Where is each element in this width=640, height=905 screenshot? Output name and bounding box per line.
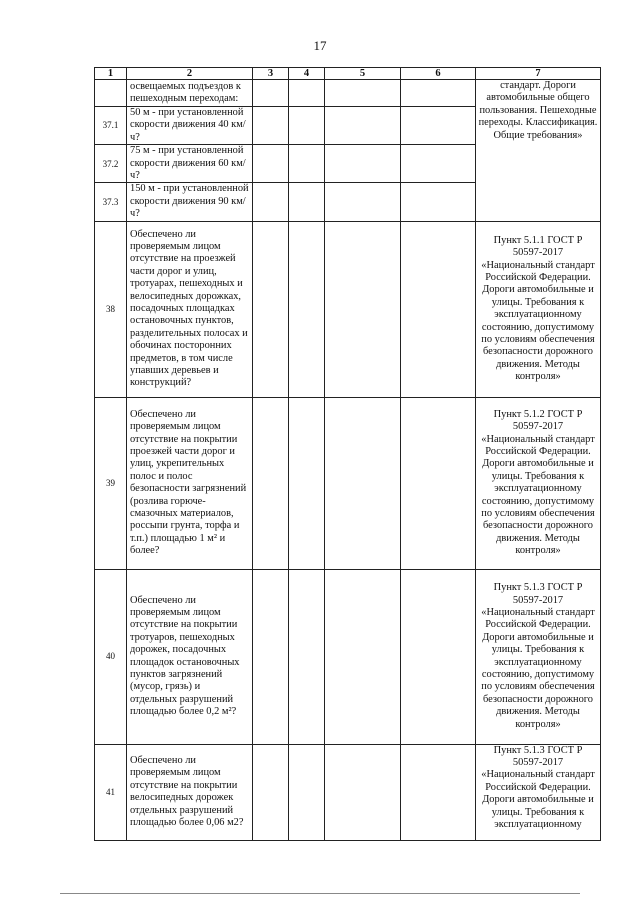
requirement-question: Обеспечено ли проверяемым лицом отсутствие на покрытии тротуаров, пешеходных дорожек, посадочных площадок остановочных пунктов загрязнений (мусор, грязь) и отдельных разрушений площадью более 0,2 м²? <box>127 569 253 744</box>
legal-reference: Пункт 5.1.3 ГОСТ Р 50597-2017 «Национальный стандарт Российской Федерации. Дороги автомобильные и улицы. Требования к эксплуатационному <box>476 744 601 840</box>
row-number: 38 <box>95 221 127 397</box>
answer-cell-no <box>289 145 325 183</box>
answer-cell-note <box>401 145 476 183</box>
header-col-7: 7 <box>476 68 601 80</box>
answer-cell-no <box>289 744 325 840</box>
answer-cell-na <box>325 183 401 221</box>
answer-cell-na <box>325 397 401 569</box>
answer-cell-no <box>289 183 325 221</box>
requirement-question: Обеспечено ли проверяемым лицом отсутствие на покрытии проезжей части дорог и улиц, укрепительных полос и полос безопасности загрязнений (розлива горюче-смазочных материалов, россыпи грунта, торфа и т.п.) площадью 1 м² и более? <box>127 397 253 569</box>
answer-cell-na <box>325 145 401 183</box>
answer-cell-na <box>325 107 401 145</box>
header-col-5: 5 <box>325 68 401 80</box>
answer-cell-na <box>325 569 401 744</box>
answer-cell-yes <box>253 744 289 840</box>
header-col-3: 3 <box>253 68 289 80</box>
header-col-4: 4 <box>289 68 325 80</box>
answer-cell-note <box>401 107 476 145</box>
requirement-question: 150 м - при установленной скорости движения 90 км/ч? <box>127 183 253 221</box>
table-row <box>95 569 601 744</box>
answer-cell-no <box>289 107 325 145</box>
page-bottom-divider <box>60 893 580 894</box>
checklist-table <box>94 67 601 841</box>
answer-cell-note <box>401 744 476 840</box>
requirement-question: освещаемых подъездов к пешеходным переходам: <box>127 80 253 107</box>
answer-cell-note <box>401 397 476 569</box>
answer-cell-yes <box>253 145 289 183</box>
header-col-1: 1 <box>95 68 127 80</box>
legal-reference: Пункт 5.1.1 ГОСТ Р 50597-2017 «Национальный стандарт Российской Федерации. Дороги автомобильные и улицы. Требования к эксплуатационному состоянию, допустимому по условиям обеспечения безопасности дорожного движения. Методы контроля» <box>476 221 601 397</box>
answer-cell-yes <box>253 221 289 397</box>
legal-reference: Пункт 5.1.3 ГОСТ Р 50597-2017 «Национальный стандарт Российской Федерации. Дороги автомобильные и улицы. Требования к эксплуатационному состоянию, допустимому по условиям обеспечения безопасности дорожного движения. Методы контроля» <box>476 569 601 744</box>
requirement-question: Обеспечено ли проверяемым лицом отсутствие на покрытии велосипедных дорожек отдельных разрушений площадью более 0,06 м2? <box>127 744 253 840</box>
answer-cell-na <box>325 80 401 107</box>
answer-cell-no <box>289 221 325 397</box>
answer-cell-note <box>401 569 476 744</box>
answer-cell-na <box>325 744 401 840</box>
row-number: 37.1 <box>95 107 127 145</box>
answer-cell-yes <box>253 183 289 221</box>
header-col-6: 6 <box>401 68 476 80</box>
requirement-question: 75 м - при установленной скорости движения 60 км/ч? <box>127 145 253 183</box>
row-number: 40 <box>95 569 127 744</box>
answer-cell-no <box>289 80 325 107</box>
answer-cell-na <box>325 221 401 397</box>
answer-cell-no <box>289 397 325 569</box>
answer-cell-no <box>289 569 325 744</box>
table-row <box>95 397 601 569</box>
answer-cell-yes <box>253 80 289 107</box>
table-row <box>95 80 601 107</box>
table-row <box>95 221 601 397</box>
answer-cell-yes <box>253 397 289 569</box>
table-row <box>95 744 601 840</box>
row-number: 37.2 <box>95 145 127 183</box>
answer-cell-yes <box>253 569 289 744</box>
answer-cell-note <box>401 221 476 397</box>
row-number <box>95 80 127 107</box>
row-number: 39 <box>95 397 127 569</box>
header-col-2: 2 <box>127 68 253 80</box>
requirement-question: 50 м - при установленной скорости движения 40 км/ч? <box>127 107 253 145</box>
page-number: 17 <box>313 38 327 53</box>
requirement-question: Обеспечено ли проверяемым лицом отсутствие на проезжей части дорог и улиц, тротуарах, пешеходных и велосипедных дорожках, посадочных площадках остановочных пунктов, разделительных полосах и обочинах посторонних предметов, в том числе упавших деревьев и конструкций? <box>127 221 253 397</box>
row-number: 37.3 <box>95 183 127 221</box>
answer-cell-note <box>401 80 476 107</box>
answer-cell-note <box>401 183 476 221</box>
header-row <box>95 68 601 80</box>
answer-cell-yes <box>253 107 289 145</box>
row-number: 41 <box>95 744 127 840</box>
legal-reference: стандарт. Дороги автомобильные общего пользования. Пешеходные переходы. Классификация. Общие требования» <box>476 80 601 222</box>
legal-reference: Пункт 5.1.2 ГОСТ Р 50597-2017 «Национальный стандарт Российской Федерации. Дороги автомобильные и улицы. Требования к эксплуатационному состоянию, допустимому по условиям обеспечения безопасности дорожного движения. Методы контроля» <box>476 397 601 569</box>
